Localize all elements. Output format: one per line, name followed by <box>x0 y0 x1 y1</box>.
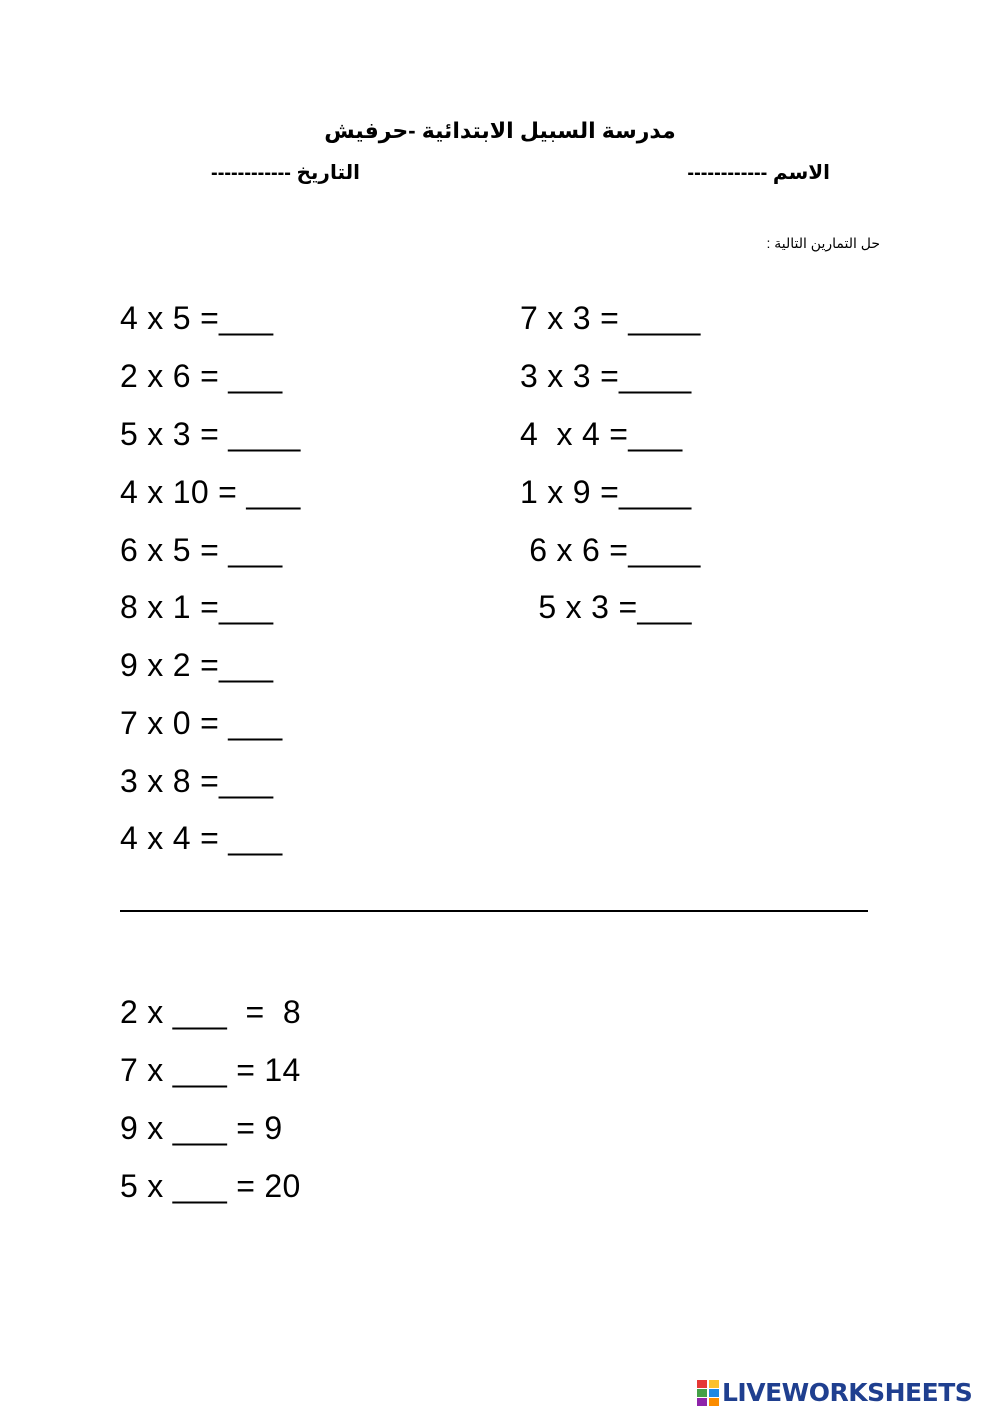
school-title: مدرسة السبيل الابتدائية -حرفيش <box>324 118 676 143</box>
left-equation-4[interactable]: 4 x 10 = ___ <box>120 474 301 510</box>
missing-factor-equation-2[interactable]: 7 x ___ = 14 <box>120 1052 301 1088</box>
name-field[interactable]: الاسم ------------ <box>687 162 830 184</box>
missing-factor-equation-4[interactable]: 5 x ___ = 20 <box>120 1168 301 1204</box>
left-equation-9[interactable]: 3 x 8 =___ <box>120 763 274 799</box>
instruction-text: حل التمارين التالية : <box>766 235 880 251</box>
left-equation-3[interactable]: 5 x 3 = ____ <box>120 416 301 452</box>
date-field[interactable]: التاريخ ------------ <box>211 162 360 184</box>
missing-factor-equation-1[interactable]: 2 x ___ = 8 <box>120 994 301 1030</box>
liveworksheets-logo-text: LIVEWORKSHEETS <box>722 1378 973 1407</box>
right-equation-1[interactable]: 7 x 3 = ____ <box>520 300 701 336</box>
right-equation-4[interactable]: 1 x 9 =____ <box>520 474 692 510</box>
left-equation-1[interactable]: 4 x 5 =___ <box>120 300 274 336</box>
left-equation-2[interactable]: 2 x 6 = ___ <box>120 358 283 394</box>
liveworksheets-logo-icon <box>697 1380 719 1406</box>
right-equation-3[interactable]: 4 x 4 =___ <box>520 416 683 452</box>
liveworksheets-logo[interactable] <box>697 1378 972 1408</box>
missing-factor-equation-3[interactable]: 9 x ___ = 9 <box>120 1110 283 1146</box>
right-equation-2[interactable]: 3 x 3 =____ <box>520 358 692 394</box>
right-equation-5[interactable]: 6 x 6 =____ <box>520 532 701 568</box>
right-equation-6[interactable]: 5 x 3 =___ <box>520 589 692 625</box>
left-equation-6[interactable]: 8 x 1 =___ <box>120 589 274 625</box>
section-divider <box>120 910 868 912</box>
left-equation-7[interactable]: 9 x 2 =___ <box>120 647 274 683</box>
left-equation-5[interactable]: 6 x 5 = ___ <box>120 532 283 568</box>
left-equation-10[interactable]: 4 x 4 = ___ <box>120 820 283 856</box>
left-equation-8[interactable]: 7 x 0 = ___ <box>120 705 283 741</box>
